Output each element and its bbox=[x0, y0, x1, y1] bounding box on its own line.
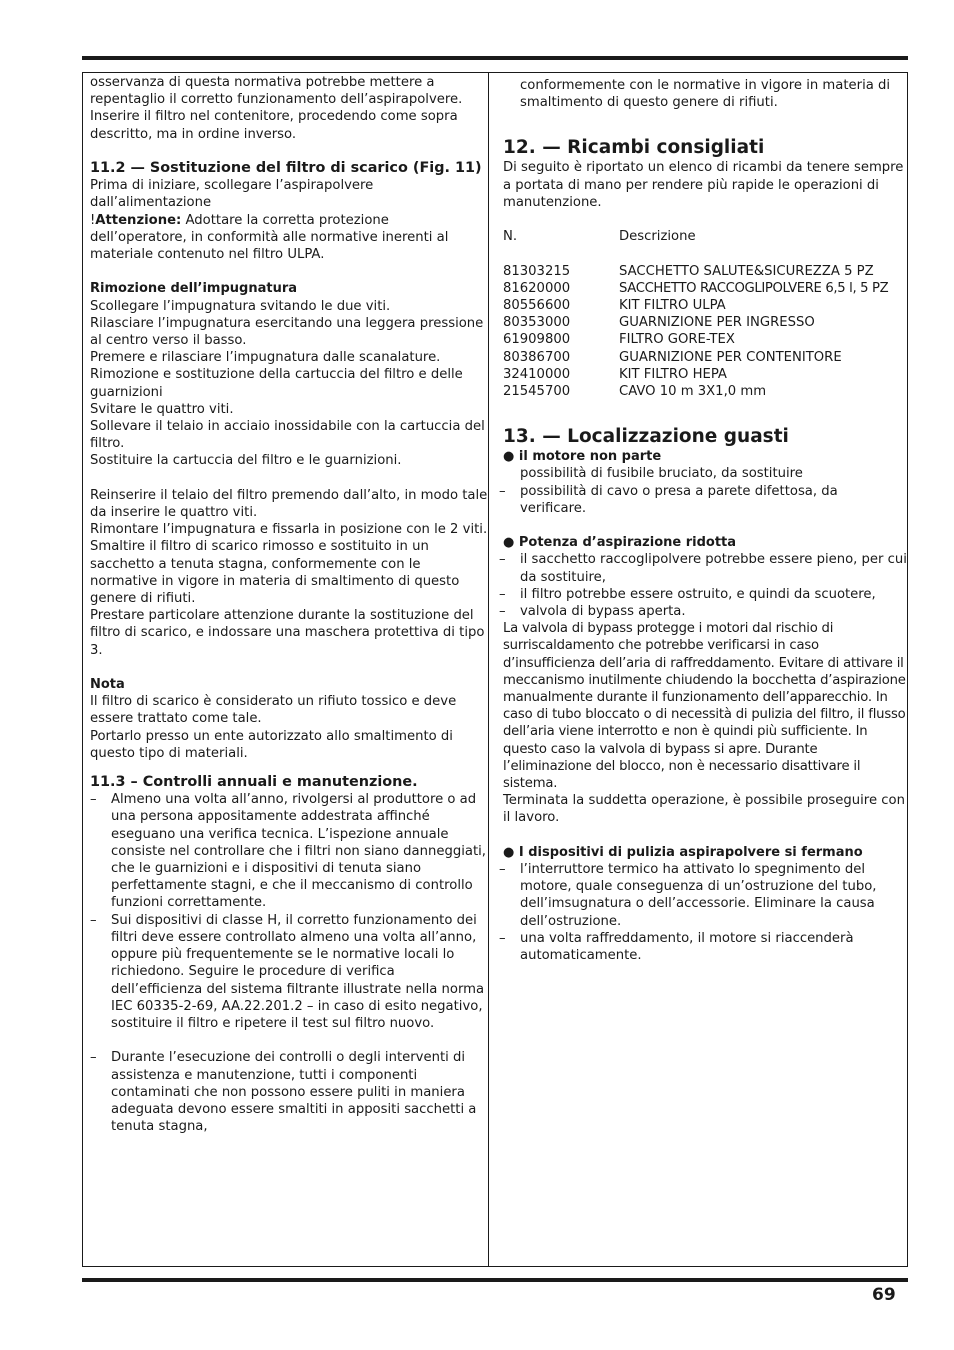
rimozione-title: Rimozione dell’impugnatura bbox=[90, 281, 298, 297]
table-row: 80556600 KIT FILTRO ULPA bbox=[503, 298, 726, 313]
table-row: 80353000 GUARNIZIONE PER INGRESSO bbox=[503, 315, 815, 331]
intro-paragraph-1: osservanza di questa normativa potrebbe mettere a repentaglio il corretto funzionamento dell’aspirapolvere. bbox=[90, 75, 463, 108]
section-11-2-title: 11.2 — Sostituzione del filtro di scarico (Fig. 11) bbox=[90, 160, 482, 176]
list-item: – valvola di bypass aperta. bbox=[499, 604, 686, 620]
intro-paragraph-2: Inserire il filtro nel contenitore, procedendo come sopra descritto, ma in ordine inverso. bbox=[90, 109, 458, 142]
left-column bbox=[90, 74, 488, 1135]
table-row: 21545700 CAVO 10 m 3X1,0 mm bbox=[503, 384, 767, 400]
rimozione-line: Rilasciare l’impugnatura esercitando una leggera pressione al centro verso il basso. bbox=[90, 315, 484, 349]
reinserire-line: Reinserire il telaio del filtro premendo dall’alto, in modo tale da inserire le quattro viti. bbox=[90, 487, 488, 521]
reinserire-line: Prestare particolare attenzione durante la sostituzione del filtro di scarico, e indossare una maschera protettiva di tipo 3. bbox=[90, 608, 485, 658]
table-row: 61909800 FILTRO GORE-TEX bbox=[503, 332, 735, 348]
section-11-3-title: 11.3 – Controlli annuali e manutenzione. bbox=[90, 774, 418, 791]
bottom-rule bbox=[82, 1278, 908, 1282]
list-item: – il filtro potrebbe essere ostruito, e quindi da scuotere, bbox=[499, 586, 876, 602]
list-item: possibilità di fusibile bruciato, da sostituire bbox=[520, 466, 803, 482]
bullet-icon: ● bbox=[503, 535, 515, 551]
list-item: – il sacchetto raccoglipolvere potrebbe essere pieno, per cui da sostituire, bbox=[499, 552, 907, 585]
fault-motor-title: ● il motore non parte bbox=[503, 449, 662, 465]
attention-note: !Attenzione: Adottare la corretta protezione dell’operatore, in conformità alle normative inerenti al materiale contenuto nel filtro ULPA. bbox=[90, 212, 449, 263]
nota-line: Portarlo presso un ente autorizzato allo smaltimento di questo tipo di materiali. bbox=[90, 728, 453, 761]
rimozione-line: Svitare le quattro viti. bbox=[90, 401, 234, 417]
continuation-paragraph: conformemente con le normative in vigore in materia di smaltimento di questo genere di rifiuti. bbox=[520, 78, 891, 111]
section-13-title: 13. — Localizzazione guasti bbox=[503, 426, 789, 448]
column-divider bbox=[488, 72, 489, 1267]
list-item: – possibilità di cavo o presa a parete difettosa, da verificare. bbox=[499, 483, 838, 516]
page-number: 69 bbox=[872, 1285, 896, 1305]
rimozione-line: Premere e rilasciare l’impugnatura dalle scanalature. bbox=[90, 350, 441, 366]
reinserire-line: Rimontare l’impugnatura e fissarla in posizione con le 2 viti. bbox=[90, 522, 488, 538]
table-row: 81303215 SACCHETTO SALUTE&SICUREZZA 5 PZ bbox=[503, 263, 874, 279]
bullet-icon: ● bbox=[503, 449, 515, 465]
fault-suction-title: ● Potenza d’aspirazione ridotta bbox=[503, 535, 737, 551]
bullet-icon: ● bbox=[503, 844, 515, 860]
reinserire-line: Smaltire il filtro di scarico rimosso e sostituito in un sacchetto a tenuta stagna, conformemente con le normative in vigore in materia di smaltimento di questo genere di rifiuti. bbox=[90, 539, 460, 607]
parts-header: N. Descrizione bbox=[503, 229, 696, 245]
list-item: – una volta raffreddamento, il motore si riaccenderà automaticamente. bbox=[499, 930, 854, 964]
list-item: – Sui dispositivi di classe H, il corretto funzionamento dei filtri deve essere controllato almeno una volta all’anno, oppure più frequentemente se le normative locali lo richiedono. Seguire le procedure di verifica dell’efficienza del sistema filtrante illustrate nella norma IEC 60335-2-69, AA.22.201.2 – in caso di esito negativo, sostituire il filtro e ripetere il test sul filtro nuovo. bbox=[90, 912, 485, 1031]
bypass-paragraph: La valvola di bypass protegge i motori dal rischio di surriscaldamento che potrebbe verificarsi in caso d’insufficienza dell’aria di raffreddamento. Evitare di attivare il meccanismo inutilmente chiudendo la bocchetta d’aspirazione manualmente durante il funzionamento dell’apparecchio. In caso di tubo bloccato o di necessità di pulizia del filtro, il flusso dell’aria viene interrotto e non è quindi più sufficiente. In questo caso la valvola di bypass si apre. Durante l’eliminazione del blocco, non è necessario disattivare il sistema. bbox=[503, 621, 906, 792]
list-item: – Almeno una volta all’anno, rivolgersi al produttore o ad una persona appositamente addestrata affinché eseguano una verifica tecnica. L’ispezione annuale consiste nel controllare che i filtri non siano danneggiati, che le guarnizioni e i dispositivi di tenuta siano perfettamente stagni, e che il meccanismo di controllo funzioni correttamente. bbox=[90, 792, 486, 911]
list-item: – l’interruttore termico ha attivato lo spegnimento del motore, quale conseguenza di un’ostruzione del tubo, dell’imsugnatura o dell’accessorie. Eliminare la causa dell’ostruzione. bbox=[499, 862, 877, 929]
rimozione-line: Rimozione e sostituzione della cartuccia del filtro e delle guarnizioni bbox=[90, 367, 463, 400]
section-11-2-paragraph: Prima di iniziare, scollegare l’aspirapolvere dall’alimentazione bbox=[90, 178, 374, 211]
rimozione-line: Sostituire la cartuccia del filtro e le guarnizioni. bbox=[90, 453, 402, 469]
dash-mark: – bbox=[90, 792, 97, 808]
table-row: 81620000 SACCHETTO RACCOGLIPOLVERE 6,5 l, 5 PZ bbox=[503, 280, 889, 296]
dash-mark: – bbox=[90, 1050, 97, 1066]
rimozione-line: Scollegare l’impugnatura svitando le due viti. bbox=[90, 298, 391, 314]
nota-line: Il filtro di scarico è considerato un rifiuto tossico e deve essere trattato come tale. bbox=[90, 694, 457, 727]
table-row: 32410000 KIT FILTRO HEPA bbox=[503, 366, 727, 382]
dash-mark: – bbox=[90, 912, 97, 928]
rimozione-line: Sollevare il telaio in acciaio inossidabile con la cartuccia del filtro. bbox=[90, 419, 485, 452]
table-row: 80386700 GUARNIZIONE PER CONTENITORE bbox=[503, 349, 842, 365]
bypass-end-paragraph: Terminata la suddetta operazione, è possibile proseguire con il lavoro. bbox=[503, 793, 905, 826]
section-12-title: 12. — Ricambi consigliati bbox=[503, 137, 765, 159]
nota-title: Nota bbox=[90, 677, 125, 693]
top-rule bbox=[82, 56, 908, 60]
fault-stop-title: ● I dispositivi di pulizia aspirapolvere si fermano bbox=[503, 844, 863, 860]
list-item: – Durante l’esecuzione dei controlli o degli interventi di assistenza e manutenzione, tutti i componenti contaminati che non possono essere puliti in maniera adeguata devono essere smaltiti in appositi sacchetti a tenuta stagna, bbox=[90, 1050, 477, 1135]
right-column bbox=[499, 77, 907, 964]
section-12-intro: Di seguito è riportato un elenco di ricambi da tenere sempre a portata di mano per rendere più rapide le operazioni di manutenzione. bbox=[503, 160, 904, 210]
